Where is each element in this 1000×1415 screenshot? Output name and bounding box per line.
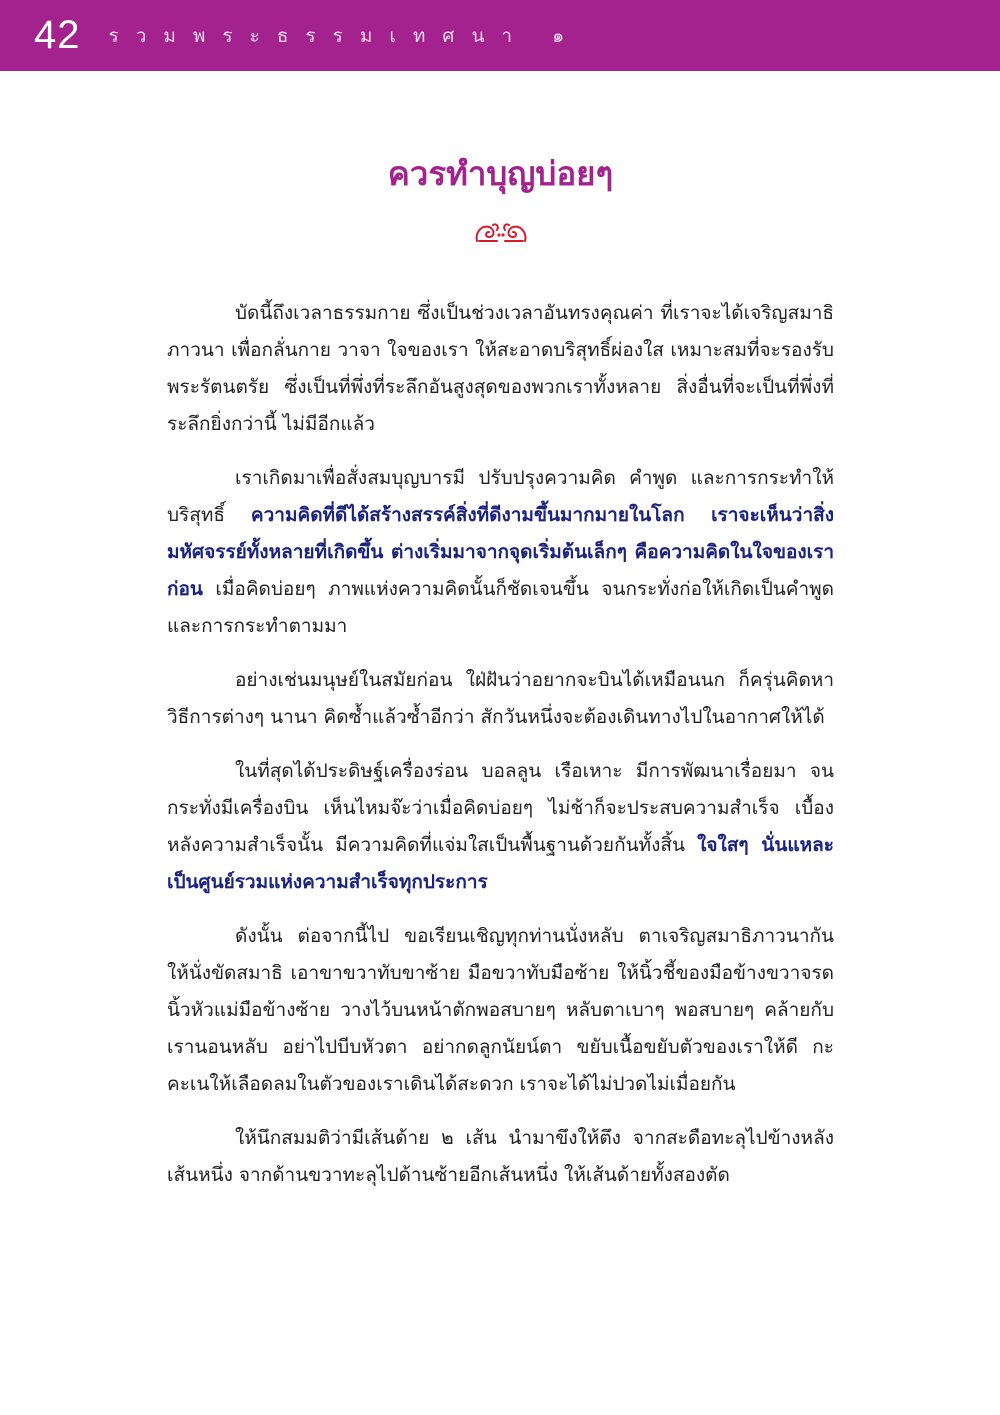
floral-ornament-icon [167, 221, 834, 245]
paragraph-text: ดังนั้น ต่อจากนี้ไป ขอเรียนเชิญทุกท่านนั่งหลับ ตาเจริญสมาธิภาวนากัน ให้นั่งขัดสมาธิ เอาขาขวาทับขาซ้าย มือขวาทับมือซ้าย ให้นิ้วชี้ของมือข้างขวาจรดนิ้วหัวแม่มือข้างซ้าย วางไว้บนหน้าตักพอสบายๆ หลับตาเบาๆ พอสบายๆ คล้ายกับเรานอนหลับ อย่าไปบีบหัวตา อย่ากดลูกนัยน์ตา ขยับเนื้อขยับตัวของเราให้ดี กะคะเนให้เลือดลมในตัวของเราเดินได้สะดวก เราจะได้ไม่ปวดไม่เมื่อยกัน [167, 925, 834, 1095]
page-content [167, 145, 834, 1211]
chapter-title: ควรทำบุญบ่อยๆ [387, 154, 614, 193]
paragraph-text: เมื่อคิดบ่อยๆ ภาพแห่งความคิดนั้นก็ชัดเจนขึ้น จนกระทั่งก่อให้เกิดเป็นคำพูด และการกระทำตามมา [167, 578, 834, 637]
paragraph [167, 662, 834, 736]
body-text [167, 295, 834, 1194]
page-number: 42 [34, 13, 81, 57]
paragraph-text: บัดนี้ถึงเวลาธรรมกาย ซึ่งเป็นช่วงเวลาอันทรงคุณค่า ที่เราจะได้เจริญสมาธิภาวนา เพื่อกลั่นกาย วาจา ใจของเรา ให้สะอาดบริสุทธิ์ผ่องใส เหมาะสมที่จะรองรับพระรัตนตรัย ซึ่งเป็นที่พึ่งที่ระลึกอันสูงสุดของพวกเราทั้งหลาย สิ่งอื่นที่จะเป็นที่พึ่งที่ระลึกยิ่งกว่านี้ ไม่มีอีกแล้ว [167, 302, 834, 435]
paragraph [167, 460, 834, 645]
paragraph [167, 1120, 834, 1194]
paragraph-text: เราเกิดมาเพื่อสั่งสมบุญบารมี ปรับปรุงความคิด คำพูด และการกระทำให้บริสุทธิ์ [167, 467, 834, 526]
book-title: รวมพระธรรมเทศนา ๑ [108, 24, 582, 47]
paragraph [167, 918, 834, 1103]
highlighted-text: ความคิดที่ดีได้สร้างสรรค์สิ่งที่ดีงามขึ้นมากมายในโลก เราจะเห็นว่าสิ่งมหัศจรรย์ทั้งหลายที่เกิดขึ้น ต่างเริ่มมาจากจุดเริ่มต้นเล็กๆ คือความคิดในใจของเราก่อน [167, 504, 834, 600]
paragraph-text: ให้นึกสมมติว่ามีเส้นด้าย ๒ เส้น นำมาขึงให้ตึง จากสะดือทะลุไปข้างหลังเส้นหนึ่ง จากด้านขวาทะลุไปด้านซ้ายอีกเส้นหนึ่ง ให้เส้นด้ายทั้งสองตัด [167, 1127, 834, 1186]
paragraph-text: ในที่สุดได้ประดิษฐ์เครื่องร่อน บอลลูน เรือเหาะ มีการพัฒนาเรื่อยมา จนกระทั่งมีเครื่องบิน เห็นไหมจ๊ะว่าเมื่อคิดบ่อยๆ ไม่ช้าก็จะประสบความสำเร็จ เบื้องหลังความสำเร็จนั้น มีความคิดที่แจ่มใสเป็นพื้นฐานด้วยกันทั้งสิ้น [167, 760, 834, 856]
page-header-bar [0, 0, 1000, 71]
highlighted-text: ใจใสๆ นั่นแหละเป็นศูนย์รวมแห่งความสำเร็จทุกประการ [167, 834, 834, 893]
paragraph-text: อย่างเช่นมนุษย์ในสมัยก่อน ใฝ่ฝันว่าอยากจะบินได้เหมือนนก ก็ครุ่นคิดหาวิธีการต่างๆ นานา คิดซ้ำแล้วซ้ำอีกว่า สักวันหนึ่งจะต้องเดินทางไปในอากาศให้ได้ [167, 669, 834, 728]
paragraph [167, 295, 834, 443]
paragraph [167, 753, 834, 901]
